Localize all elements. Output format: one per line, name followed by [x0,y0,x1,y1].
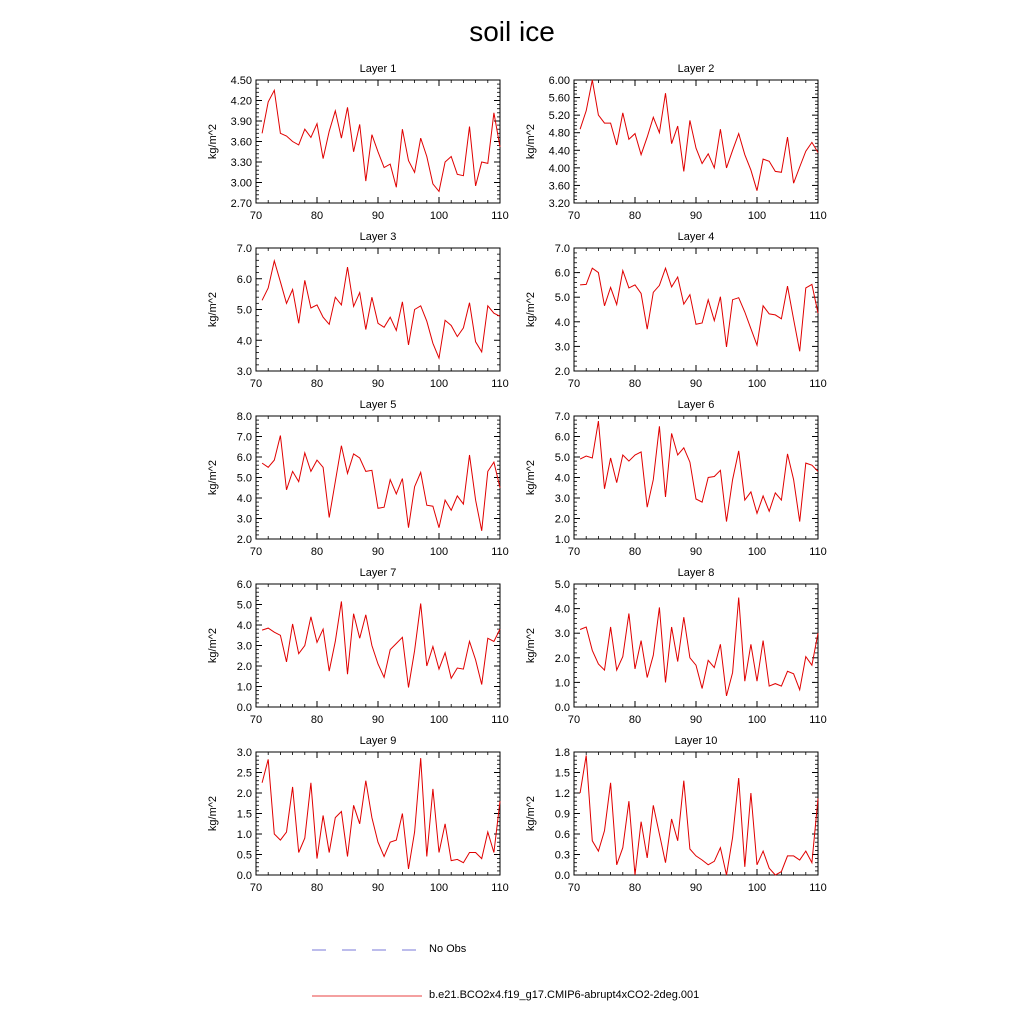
y-tick-label: 5.0 [554,579,570,591]
y-tick-label: 2.0 [236,661,252,673]
x-tick-label: 110 [809,714,827,726]
x-tick-label: 70 [567,546,581,558]
y-tick-label: 6.0 [236,579,252,591]
panel-layer-6 [525,399,827,558]
x-tick-label: 70 [249,210,263,222]
y-tick-label: 0.3 [554,849,570,862]
y-tick-label: 4.0 [554,316,570,329]
y-tick-label: 6.0 [554,267,570,280]
x-tick-label: 90 [371,210,385,222]
y-tick-label: 0.0 [554,702,570,714]
y-tick-label: 4.50 [230,75,252,87]
x-tick-label: 100 [429,882,449,894]
x-tick-label: 90 [371,882,385,894]
y-tick-label: 4.0 [236,620,252,632]
y-axis-label: kg/m^2 [207,627,219,664]
x-tick-label: 90 [371,378,385,390]
y-axis-label: kg/m^2 [207,291,219,328]
panel-layer-1 [207,63,509,222]
y-tick-label: 3.0 [554,628,570,641]
x-tick-label: 110 [809,546,827,558]
y-tick-label: 2.5 [236,767,252,780]
x-tick-label: 100 [429,210,449,222]
panel-title: Layer 5 [359,399,397,411]
x-tick-label: 80 [310,210,324,222]
y-tick-label: 2.0 [554,366,570,378]
y-tick-label: 6.0 [554,431,570,444]
x-tick-label: 90 [689,882,703,894]
y-tick-label: 4.0 [236,493,252,505]
y-tick-label: 1.5 [236,808,252,821]
x-tick-label: 80 [310,378,324,390]
plot-frame [574,752,818,875]
y-tick-label: 4.0 [236,335,252,348]
y-tick-label: 4.0 [554,472,570,485]
series-line [580,598,818,696]
y-tick-label: 2.0 [236,788,252,800]
y-axis-label: kg/m^2 [207,795,219,832]
series-line [262,601,500,687]
x-tick-label: 80 [628,378,642,390]
y-tick-label: 3.30 [230,157,252,169]
y-tick-label: 1.5 [554,767,570,780]
x-tick-label: 110 [491,882,509,894]
plot-frame [574,584,818,707]
x-tick-label: 110 [809,882,827,894]
y-axis-label: kg/m^2 [525,795,537,832]
panel-layer-8 [525,567,827,726]
panel-title: Layer 2 [677,63,715,75]
x-tick-label: 100 [429,378,449,390]
y-tick-label: 1.0 [554,534,570,546]
y-tick-label: 3.00 [230,177,252,190]
x-tick-label: 90 [689,210,703,222]
x-tick-label: 80 [310,546,324,558]
panel-title: Layer 7 [359,567,397,579]
x-tick-label: 90 [371,546,385,558]
x-tick-label: 80 [628,882,642,894]
panel-title: Layer 4 [677,231,715,243]
legend [312,950,422,996]
y-tick-label: 0.0 [554,870,570,882]
y-tick-label: 7.0 [554,243,570,255]
x-tick-label: 110 [491,546,509,558]
y-tick-label: 1.0 [236,829,252,841]
y-tick-label: 3.60 [548,180,570,193]
plot-frame [574,80,818,203]
y-tick-label: 0.9 [554,808,570,821]
legend-series-label: b.e21.BCO2x4.f19_g17.CMIP6-abrupt4xCO2-2deg.001 [429,989,700,1001]
y-tick-label: 3.0 [554,493,570,505]
y-tick-label: 8.0 [236,411,252,423]
x-tick-label: 90 [689,546,703,558]
series-line [262,436,500,531]
x-tick-label: 100 [747,714,767,726]
y-tick-label: 0.0 [236,702,252,714]
plot-frame [256,584,500,707]
x-tick-label: 110 [491,210,509,222]
y-tick-label: 4.40 [548,145,570,158]
y-tick-label: 1.0 [554,677,570,690]
y-tick-label: 4.20 [230,95,252,108]
x-tick-label: 70 [567,378,581,390]
series-line [262,758,500,869]
y-tick-label: 4.00 [548,162,570,175]
x-tick-label: 70 [567,882,581,894]
legend-no-obs-label: No Obs [429,943,467,955]
x-tick-label: 100 [747,546,767,558]
y-tick-label: 5.0 [236,599,252,612]
x-tick-label: 80 [628,546,642,558]
y-tick-label: 5.60 [548,92,570,105]
x-tick-label: 100 [429,546,449,558]
y-tick-label: 4.80 [548,127,570,140]
plot-frame [256,248,500,371]
x-tick-label: 70 [249,378,263,390]
panel-layer-5 [207,399,509,558]
x-tick-label: 110 [491,378,509,390]
y-tick-label: 0.0 [236,870,252,882]
y-tick-label: 2.0 [236,534,252,546]
y-tick-label: 5.0 [554,452,570,464]
x-tick-label: 80 [310,882,324,894]
y-tick-label: 3.0 [236,747,252,759]
panel-layer-4 [525,231,827,390]
series-line [262,90,500,191]
plot-frame [574,248,818,371]
y-tick-label: 1.0 [236,681,252,694]
y-tick-label: 0.6 [554,829,570,841]
y-tick-label: 0.5 [236,849,252,862]
x-tick-label: 80 [628,210,642,222]
panel-layer-3 [207,231,509,390]
x-tick-label: 110 [809,210,827,222]
x-tick-label: 90 [689,714,703,726]
panel-title: Layer 3 [359,231,397,243]
y-tick-label: 1.8 [554,747,570,759]
y-tick-label: 3.60 [230,136,252,149]
y-tick-label: 5.0 [236,304,252,317]
plot-frame [256,752,500,875]
panel-title: Layer 10 [674,735,718,747]
plot-frame [256,416,500,539]
series-line [262,261,500,358]
y-axis-label: kg/m^2 [207,459,219,496]
y-tick-label: 5.0 [554,292,570,305]
panel-title: Layer 8 [677,567,715,579]
x-tick-label: 110 [491,714,509,726]
x-tick-label: 80 [310,714,324,726]
y-axis-label: kg/m^2 [525,123,537,160]
panel-title: Layer 9 [359,735,397,747]
y-axis-label: kg/m^2 [525,291,537,328]
y-tick-label: 3.0 [554,341,570,354]
y-tick-label: 3.90 [230,116,252,128]
panel-title: Layer 1 [359,63,397,75]
y-tick-label: 7.0 [554,411,570,423]
y-tick-label: 3.0 [236,513,252,526]
x-tick-label: 100 [429,714,449,726]
y-tick-label: 4.0 [554,603,570,616]
series-line [580,755,818,875]
x-tick-label: 80 [628,714,642,726]
x-tick-label: 90 [689,378,703,390]
y-tick-label: 7.0 [236,431,252,444]
panel-layer-10 [525,735,827,894]
x-tick-label: 70 [567,210,581,222]
y-tick-label: 6.0 [236,452,252,464]
y-tick-label: 5.20 [548,110,570,123]
y-tick-label: 1.2 [554,788,570,800]
x-tick-label: 100 [747,378,767,390]
y-tick-label: 6.0 [236,273,252,286]
x-tick-label: 90 [371,714,385,726]
y-axis-label: kg/m^2 [525,627,537,664]
plot-frame [574,416,818,539]
x-tick-label: 70 [567,714,581,726]
y-tick-label: 2.70 [230,198,252,210]
panel-layer-9 [207,735,509,894]
panel-layer-2 [525,63,827,222]
x-tick-label: 70 [249,546,263,558]
y-tick-label: 6.00 [548,75,570,87]
y-tick-label: 2.0 [554,652,570,665]
y-tick-label: 3.0 [236,366,252,378]
series-line [580,268,818,351]
panel-title: Layer 6 [677,399,715,411]
y-tick-label: 7.0 [236,243,252,255]
panel-layer-7 [207,567,509,726]
y-axis-label: kg/m^2 [525,459,537,496]
x-tick-label: 70 [249,714,263,726]
y-tick-label: 5.0 [236,472,252,485]
x-tick-label: 70 [249,882,263,894]
y-tick-label: 3.20 [548,198,570,210]
series-line [580,421,818,521]
x-tick-label: 110 [809,378,827,390]
x-tick-label: 100 [747,210,767,222]
y-tick-label: 3.0 [236,640,252,653]
x-tick-label: 100 [747,882,767,894]
series-line [580,80,818,191]
page-title: soil ice [469,16,555,47]
y-tick-label: 2.0 [554,513,570,526]
y-axis-label: kg/m^2 [207,123,219,160]
